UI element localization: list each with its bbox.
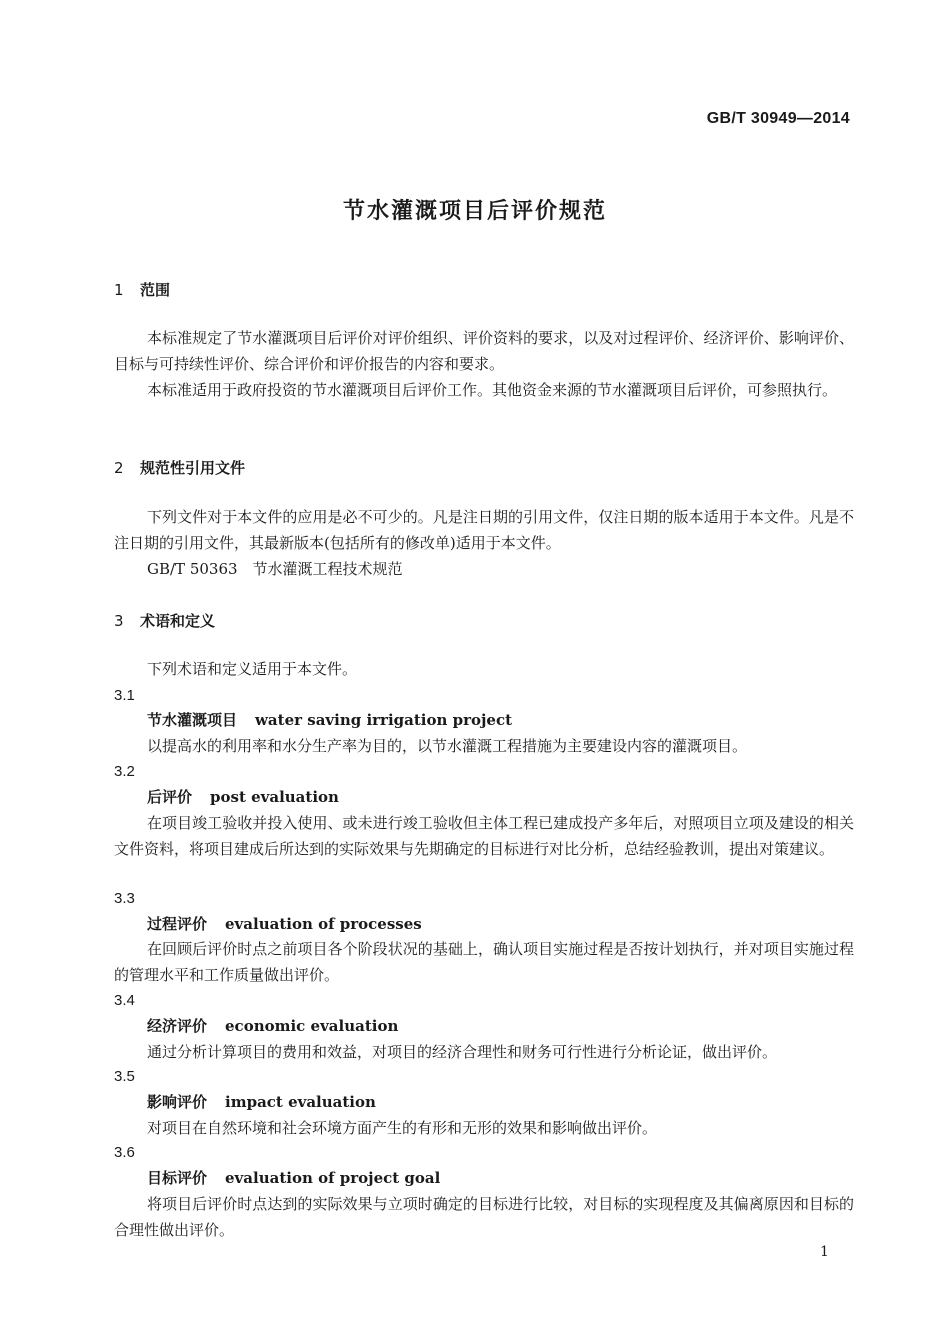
term-en: water saving irrigation project — [255, 711, 513, 729]
term-number: 3.5 — [114, 1068, 135, 1085]
term-number: 3.1 — [114, 687, 135, 704]
term-heading — [147, 913, 422, 935]
reference-item: GB/T 50363 节水灌溉工程技术规范 — [147, 560, 403, 578]
term-definition: 将项目后评价时点达到的实际效果与立项时确定的目标进行比较，对目标的实现程度及其偏离原因和目标的合理性做出评价。 — [114, 1195, 854, 1239]
term-heading — [147, 709, 512, 731]
term-definition: 通过分析计算项目的费用和效益，对项目的经济合理性和财务可行性进行分析论证，做出评价。 — [147, 1043, 778, 1061]
paragraph: 本标准规定了节水灌溉项目后评价对评价组织、评价资料的要求，以及对过程评价、经济评价、影响评价、目标与可持续性评价、综合评价和评价报告的内容和要求。 — [114, 329, 854, 373]
term-definition: 对项目在自然环境和社会环境方面产生的有形和无形的效果和影响做出评价。 — [147, 1119, 658, 1137]
term-number: 3.4 — [114, 992, 135, 1009]
section-number: 3 — [114, 612, 124, 630]
term-en: evaluation of processes — [225, 915, 422, 933]
term-zh: 节水灌溉项目 — [147, 711, 238, 729]
term-definition: 在项目竣工验收并投入使用、或未进行竣工验收但主体工程已建成投产多年后，对照项目立项及建设的相关文件资料，将项目建成后所达到的实际效果与先期确定的目标进行对比分析，总结经验教训，提出对策建议。 — [114, 814, 854, 858]
section-number: 1 — [114, 281, 124, 299]
section-heading-references — [114, 457, 245, 478]
term-en: post evaluation — [210, 788, 339, 806]
section-title: 规范性引用文件 — [140, 459, 246, 477]
terms-intro: 下列术语和定义适用于本文件。 — [147, 660, 358, 678]
term-number: 3.6 — [114, 1144, 135, 1161]
section-heading-scope — [114, 279, 170, 300]
term-heading — [147, 1015, 398, 1037]
term-definition: 在回顾后评价时点之前项目各个阶段状况的基础上，确认项目实施过程是否按计划执行，并对项目实施过程的管理水平和工作质量做出评价。 — [114, 940, 854, 984]
term-zh: 影响评价 — [147, 1093, 208, 1111]
term-heading — [147, 1091, 376, 1113]
term-number: 3.2 — [114, 763, 135, 780]
paragraph: 下列文件对于本文件的应用是必不可少的。凡是注日期的引用文件，仅注日期的版本适用于本文件。凡是不注日期的引用文件，其最新版本(包括所有的修改单)适用于本文件。 — [114, 508, 854, 552]
term-zh: 后评价 — [147, 788, 193, 806]
standard-code: GB/T 30949—2014 — [706, 110, 850, 127]
term-zh: 目标评价 — [147, 1169, 208, 1187]
term-zh: 过程评价 — [147, 915, 208, 933]
term-en: evaluation of project goal — [225, 1169, 441, 1187]
section-title: 范围 — [140, 281, 171, 299]
section-number: 2 — [114, 459, 124, 477]
term-zh: 经济评价 — [147, 1017, 208, 1035]
section-heading-terms — [114, 610, 215, 631]
page-number: 1 — [820, 1244, 829, 1260]
term-heading — [147, 1167, 440, 1189]
term-en: economic evaluation — [225, 1017, 399, 1035]
term-definition: 以提高水的利用率和水分生产率为目的，以节水灌溉工程措施为主要建设内容的灌溉项目。 — [147, 737, 748, 755]
document-title: 节水灌溉项目后评价规范 — [342, 199, 607, 224]
section-title: 术语和定义 — [140, 612, 216, 630]
term-heading — [147, 786, 339, 808]
paragraph: 本标准适用于政府投资的节水灌溉项目后评价工作。其他资金来源的节水灌溉项目后评价，可参照执行。 — [147, 381, 838, 399]
term-number: 3.3 — [114, 890, 135, 907]
term-en: impact evaluation — [225, 1093, 376, 1111]
